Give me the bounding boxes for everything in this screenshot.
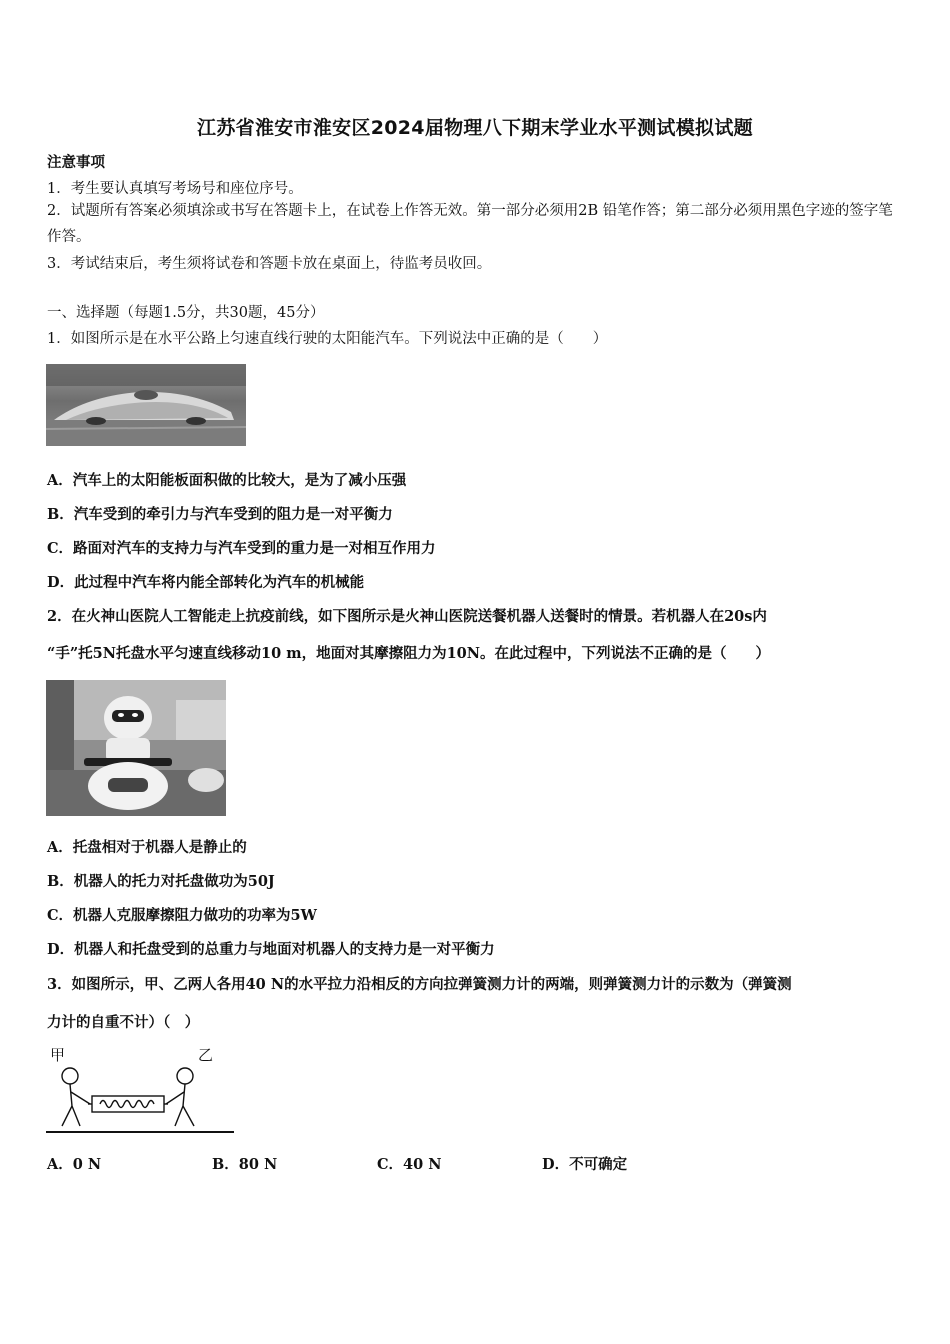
notice-item-3: 3．考试结束后，考生须将试卷和答题卡放在桌面上，待监考员收回。 [47, 256, 492, 272]
label-yi: 乙 [198, 1046, 214, 1064]
q3-stem-line1: 3．如图所示，甲、乙两人各用40 N的水平拉力沿相反的方向拉弹簧测力计的两端，则弹簧测力计的示数为（弹簧测 [47, 976, 792, 993]
q1-stem: 1．如图所示是在水平公路上匀速直线行驶的太阳能汽车。下列说法中正确的是（ ） [47, 331, 608, 347]
q3-option-c[interactable]: C．40 N [377, 1156, 442, 1173]
notice-heading: 注意事项 [47, 154, 105, 171]
notice-item-2: 2．试题所有答案必须填涂或书写在答题卡上，在试卷上作答无效。第一部分必须用2B 铅笔作答；第二部分必须用黑色字迹的签字笔作答。 [47, 203, 893, 245]
solar-car-illustration [46, 364, 246, 446]
page-title: 江苏省淮安市淮安区2024届物理八下期末学业水平测试模拟试题 [197, 117, 753, 139]
q2-option-d[interactable]: D．机器人和托盘受到的总重力与地面对机器人的支持力是一对平衡力 [47, 941, 495, 958]
q1-option-c[interactable]: C．路面对汽车的支持力与汽车受到的重力是一对相互作用力 [47, 540, 436, 557]
spring-scale-figure [44, 1044, 236, 1136]
label-jia: 甲 [50, 1046, 66, 1064]
q3-option-d[interactable]: D．不可确定 [542, 1156, 628, 1173]
q1-option-a[interactable]: A．汽车上的太阳能板面积做的比较大，是为了减小压强 [47, 472, 407, 489]
q3-stem-line2: 力计的自重不计）（ ） [47, 1014, 200, 1031]
q2-option-a[interactable]: A．托盘相对于机器人是静止的 [47, 839, 247, 856]
q3-option-a[interactable]: A．0 N [47, 1156, 102, 1173]
q3-option-b[interactable]: B．80 N [212, 1156, 278, 1173]
robot-illustration [46, 680, 226, 816]
q2-option-c[interactable]: C．机器人克服摩擦阻力做功的功率为5W [47, 907, 317, 924]
q2-stem-line1: 2．在火神山医院人工智能走上抗疫前线，如下图所示是火神山医院送餐机器人送餐时的情景。若机器人在20s内 [47, 608, 767, 625]
q2-option-b[interactable]: B．机器人的托力对托盘做功为50J [47, 873, 275, 890]
q2-stem-line2: “手”托5N托盘水平匀速直线移动10 m，地面对其摩擦阻力为10N。在此过程中，下列说法不正确的是（ ） [47, 645, 771, 662]
section-heading: 一、选择题（每题1.5分，共30题，45分） [47, 305, 325, 321]
q1-option-d[interactable]: D．此过程中汽车将内能全部转化为汽车的机械能 [47, 574, 365, 591]
notice-item-1: 1．考生要认真填写考场号和座位序号。 [47, 181, 303, 197]
solar-car-photo [46, 364, 246, 446]
robot-photo [46, 680, 226, 816]
q1-option-b[interactable]: B．汽车受到的牵引力与汽车受到的阻力是一对平衡力 [47, 506, 393, 523]
spring-scale-diagram [44, 1044, 236, 1136]
